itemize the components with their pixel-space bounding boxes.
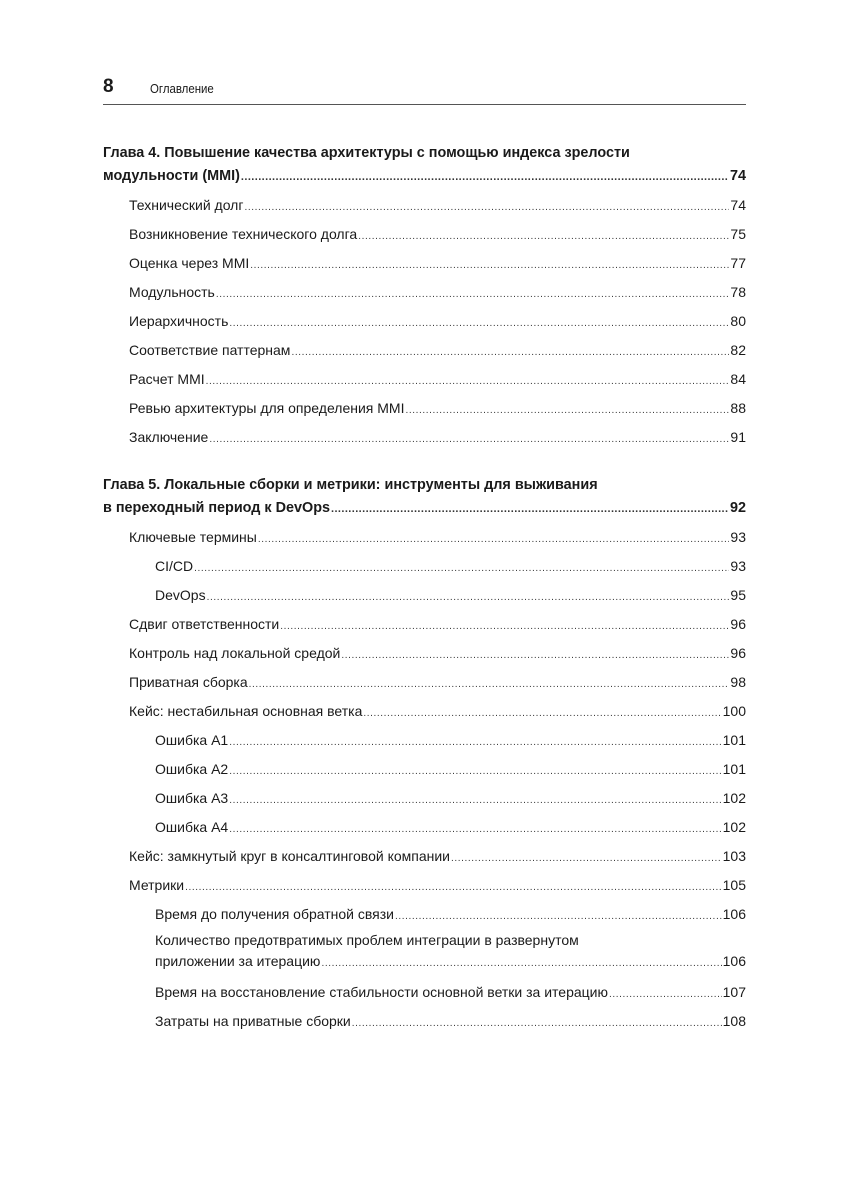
toc-subentry[interactable] [103, 978, 746, 1007]
entry-page: 75 [730, 226, 746, 242]
entry-page: 74 [730, 197, 746, 213]
dot-leader [258, 525, 730, 554]
entry-title-cont: приложении за итерацию [155, 953, 321, 969]
toc-subentry[interactable] [103, 784, 746, 813]
entry-title: Кейс: замкнутый круг в консалтинговой компании [129, 848, 451, 864]
entry-title: Технический долг [129, 197, 244, 213]
entry-page: 82 [730, 342, 746, 358]
dot-leader [185, 873, 722, 902]
running-header [103, 74, 746, 105]
dot-leader [229, 728, 721, 757]
toc-entry[interactable] [103, 191, 746, 220]
dot-leader [241, 166, 729, 189]
entry-page: 96 [730, 616, 746, 632]
chapter-title-cont: в переходный период к DevOps [103, 500, 331, 516]
running-title: Оглавление [150, 81, 214, 96]
toc-entry[interactable] [103, 697, 746, 726]
dot-leader [229, 815, 721, 844]
dot-leader [341, 641, 729, 670]
dot-leader [609, 980, 722, 1009]
dot-leader [451, 844, 722, 873]
dot-leader [216, 280, 730, 309]
entry-title: Возникновение технического долга [129, 226, 358, 242]
chapter-title-line [103, 165, 746, 188]
entry-title: Модульность [129, 284, 215, 300]
entry-page: 102 [722, 819, 746, 835]
toc-subentry[interactable] [103, 1007, 746, 1036]
section-gap [103, 452, 746, 474]
entry-title: Приватная сборка [129, 674, 248, 690]
dot-leader [206, 367, 730, 396]
dot-leader [321, 954, 721, 974]
entry-title: Время до получения обратной связи [155, 906, 394, 922]
entry-page: 105 [722, 877, 746, 893]
entry-title: Метрики [129, 877, 185, 893]
entry-title: Соответствие паттернам [129, 342, 291, 358]
toc-subentry[interactable] [103, 813, 746, 842]
dot-leader [244, 193, 729, 222]
entry-title: Кейс: нестабильная основная ветка [129, 703, 363, 719]
entry-title: CI/CD [155, 558, 194, 574]
toc-entry[interactable] [103, 610, 746, 639]
dot-leader [249, 670, 730, 699]
dot-leader [229, 309, 729, 338]
entry-page: 101 [722, 732, 746, 748]
toc-entry[interactable] [103, 639, 746, 668]
chapter-page: 92 [729, 500, 746, 516]
entry-title-line [103, 951, 746, 978]
entry-page: 108 [722, 1013, 746, 1029]
toc-subentry[interactable] [103, 552, 746, 581]
dot-leader [331, 498, 729, 521]
entry-page: 84 [730, 371, 746, 387]
entry-page: 93 [730, 529, 746, 545]
entry-page: 98 [730, 674, 746, 690]
toc-entry[interactable] [103, 668, 746, 697]
entry-title: DevOps [155, 587, 206, 603]
entry-title: Ошибка A1 [155, 732, 229, 748]
toc-subentry[interactable] [103, 900, 746, 929]
entry-title: Расчет MMI [129, 371, 205, 387]
dot-leader [207, 583, 730, 612]
toc-entry[interactable] [103, 842, 746, 871]
entry-page: 102 [722, 790, 746, 806]
dot-leader [229, 786, 721, 815]
entry-page: 106 [722, 953, 746, 969]
entry-title: Иерархичность [129, 313, 229, 329]
entry-page: 93 [730, 558, 746, 574]
page-number: 8 [103, 76, 114, 97]
chapter-title-cont: модульности (MMI) [103, 168, 240, 184]
entry-title: Ошибка A4 [155, 819, 229, 835]
toc-subentry[interactable] [103, 755, 746, 784]
entry-title: Ключевые термины [129, 529, 257, 545]
entry-title: Количество предотвратимых проблем интеграции в развернутом [155, 932, 579, 948]
dot-leader [358, 222, 729, 251]
dot-leader [363, 699, 721, 728]
entry-title: Затраты на приватные сборки [155, 1013, 351, 1029]
toc-entry[interactable] [103, 871, 746, 900]
entry-title: Оценка через MMI [129, 255, 250, 271]
chapter-title: Глава 5. Локальные сборки и метрики: инструменты для выживания [103, 477, 598, 493]
chapter-5-heading[interactable] [103, 474, 746, 520]
entry-page: 96 [730, 645, 746, 661]
chapter-title-line [103, 497, 746, 520]
entry-page: 78 [730, 284, 746, 300]
dot-leader [280, 612, 729, 641]
toc-entry[interactable] [103, 365, 746, 394]
entry-page: 80 [730, 313, 746, 329]
dot-leader [405, 396, 729, 425]
entry-page: 101 [722, 761, 746, 777]
entry-page: 107 [722, 984, 746, 1000]
entry-title: Ревью архитектуры для определения MMI [129, 400, 405, 416]
chapter-title: Глава 4. Повышение качества архитектуры с помощью индекса зрелости [103, 145, 630, 161]
toc-entry[interactable] [103, 523, 746, 552]
entry-title: Время на восстановление стабильности основной ветки за итерацию [155, 984, 609, 1000]
entry-title: Сдвиг ответственности [129, 616, 280, 632]
dot-leader [250, 251, 729, 280]
dot-leader [209, 425, 729, 454]
entry-title: Ошибка A2 [155, 761, 229, 777]
entry-page: 88 [730, 400, 746, 416]
toc-entry[interactable] [103, 278, 746, 307]
toc-subentry[interactable] [103, 581, 746, 610]
entry-page: 103 [722, 848, 746, 864]
toc-entry[interactable] [103, 394, 746, 423]
entry-page: 106 [722, 906, 746, 922]
table-of-contents [103, 142, 746, 1036]
toc-entry[interactable] [103, 336, 746, 365]
dot-leader [229, 757, 721, 786]
entry-page: 100 [722, 703, 746, 719]
chapter-page: 74 [729, 168, 746, 184]
dot-leader [352, 1009, 722, 1038]
entry-page: 95 [730, 587, 746, 603]
entry-title: Контроль над локальной средой [129, 645, 341, 661]
dot-leader [395, 902, 722, 931]
toc-entry[interactable] [103, 249, 746, 278]
chapter-4-heading[interactable] [103, 142, 746, 188]
entry-page: 77 [730, 255, 746, 271]
entry-title: Заключение [129, 429, 209, 445]
toc-entry[interactable] [103, 307, 746, 336]
toc-entry[interactable] [103, 220, 746, 249]
toc-entry[interactable] [103, 423, 746, 452]
dot-leader [291, 338, 729, 367]
entry-page: 91 [730, 429, 746, 445]
entry-title: Ошибка A3 [155, 790, 229, 806]
toc-subentry[interactable] [103, 929, 746, 978]
toc-subentry[interactable] [103, 726, 746, 755]
dot-leader [194, 554, 729, 583]
